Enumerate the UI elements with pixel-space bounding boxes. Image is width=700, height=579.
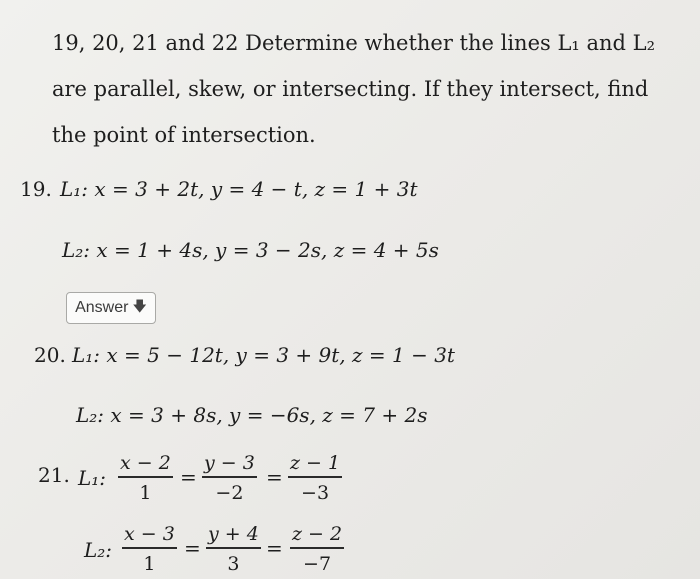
problem-19-line2: L₂: x = 1 + 4s, y = 3 − 2s, z = 4 + 5s <box>62 238 439 262</box>
equals-sign: = <box>184 536 201 560</box>
equals-sign: = <box>180 465 197 489</box>
l2-fraction-z <box>290 523 344 575</box>
fraction-denominator: −3 <box>301 481 330 504</box>
fraction-denominator: 3 <box>227 552 240 575</box>
fraction-denominator: −2 <box>215 481 244 504</box>
fraction-denominator: 1 <box>139 481 152 504</box>
problem-20-line2: L₂: x = 3 + 8s, y = −6s, z = 7 + 2s <box>76 403 428 427</box>
l1-fraction-x <box>118 452 173 504</box>
equals-sign: = <box>266 465 283 489</box>
fraction-numerator: y − 3 <box>204 452 255 474</box>
answer-button-label: Answer <box>75 299 129 316</box>
problem-19-number: 19. <box>20 177 52 201</box>
fraction-numerator: z − 2 <box>292 523 343 545</box>
problem-21-l1-label: L₁: <box>78 466 107 490</box>
arrow-down-icon: 🡇 <box>132 298 147 314</box>
l1-fraction-z <box>288 452 342 504</box>
problem-20-line1: L₁: x = 5 − 12t, y = 3 + 9t, z = 1 − 3t <box>72 343 455 367</box>
fraction-denominator: −7 <box>303 552 332 575</box>
answer-button[interactable] <box>66 292 156 324</box>
fraction-numerator: z − 1 <box>290 452 341 474</box>
problem-21-l2-label: L₂: <box>84 538 113 562</box>
fraction-denominator: 1 <box>143 552 156 575</box>
problem-20-number: 20. <box>34 343 66 367</box>
problem-21-number: 21. <box>38 463 70 487</box>
l2-fraction-x <box>122 523 177 575</box>
equals-sign: = <box>266 536 283 560</box>
fraction-numerator: y + 4 <box>208 523 259 545</box>
problem-19-line1: L₁: x = 3 + 2t, y = 4 − t, z = 1 + 3t <box>60 177 418 201</box>
fraction-numerator: x − 2 <box>120 452 171 474</box>
l2-fraction-y <box>206 523 261 575</box>
intro-text: 19, 20, 21 and 22 Determine whether the lines L₁ and L₂ are parallel, skew, or intersecting. If they intersect, find the point of intersection. <box>52 31 656 147</box>
l1-fraction-y <box>202 452 257 504</box>
fraction-numerator: x − 3 <box>124 523 175 545</box>
